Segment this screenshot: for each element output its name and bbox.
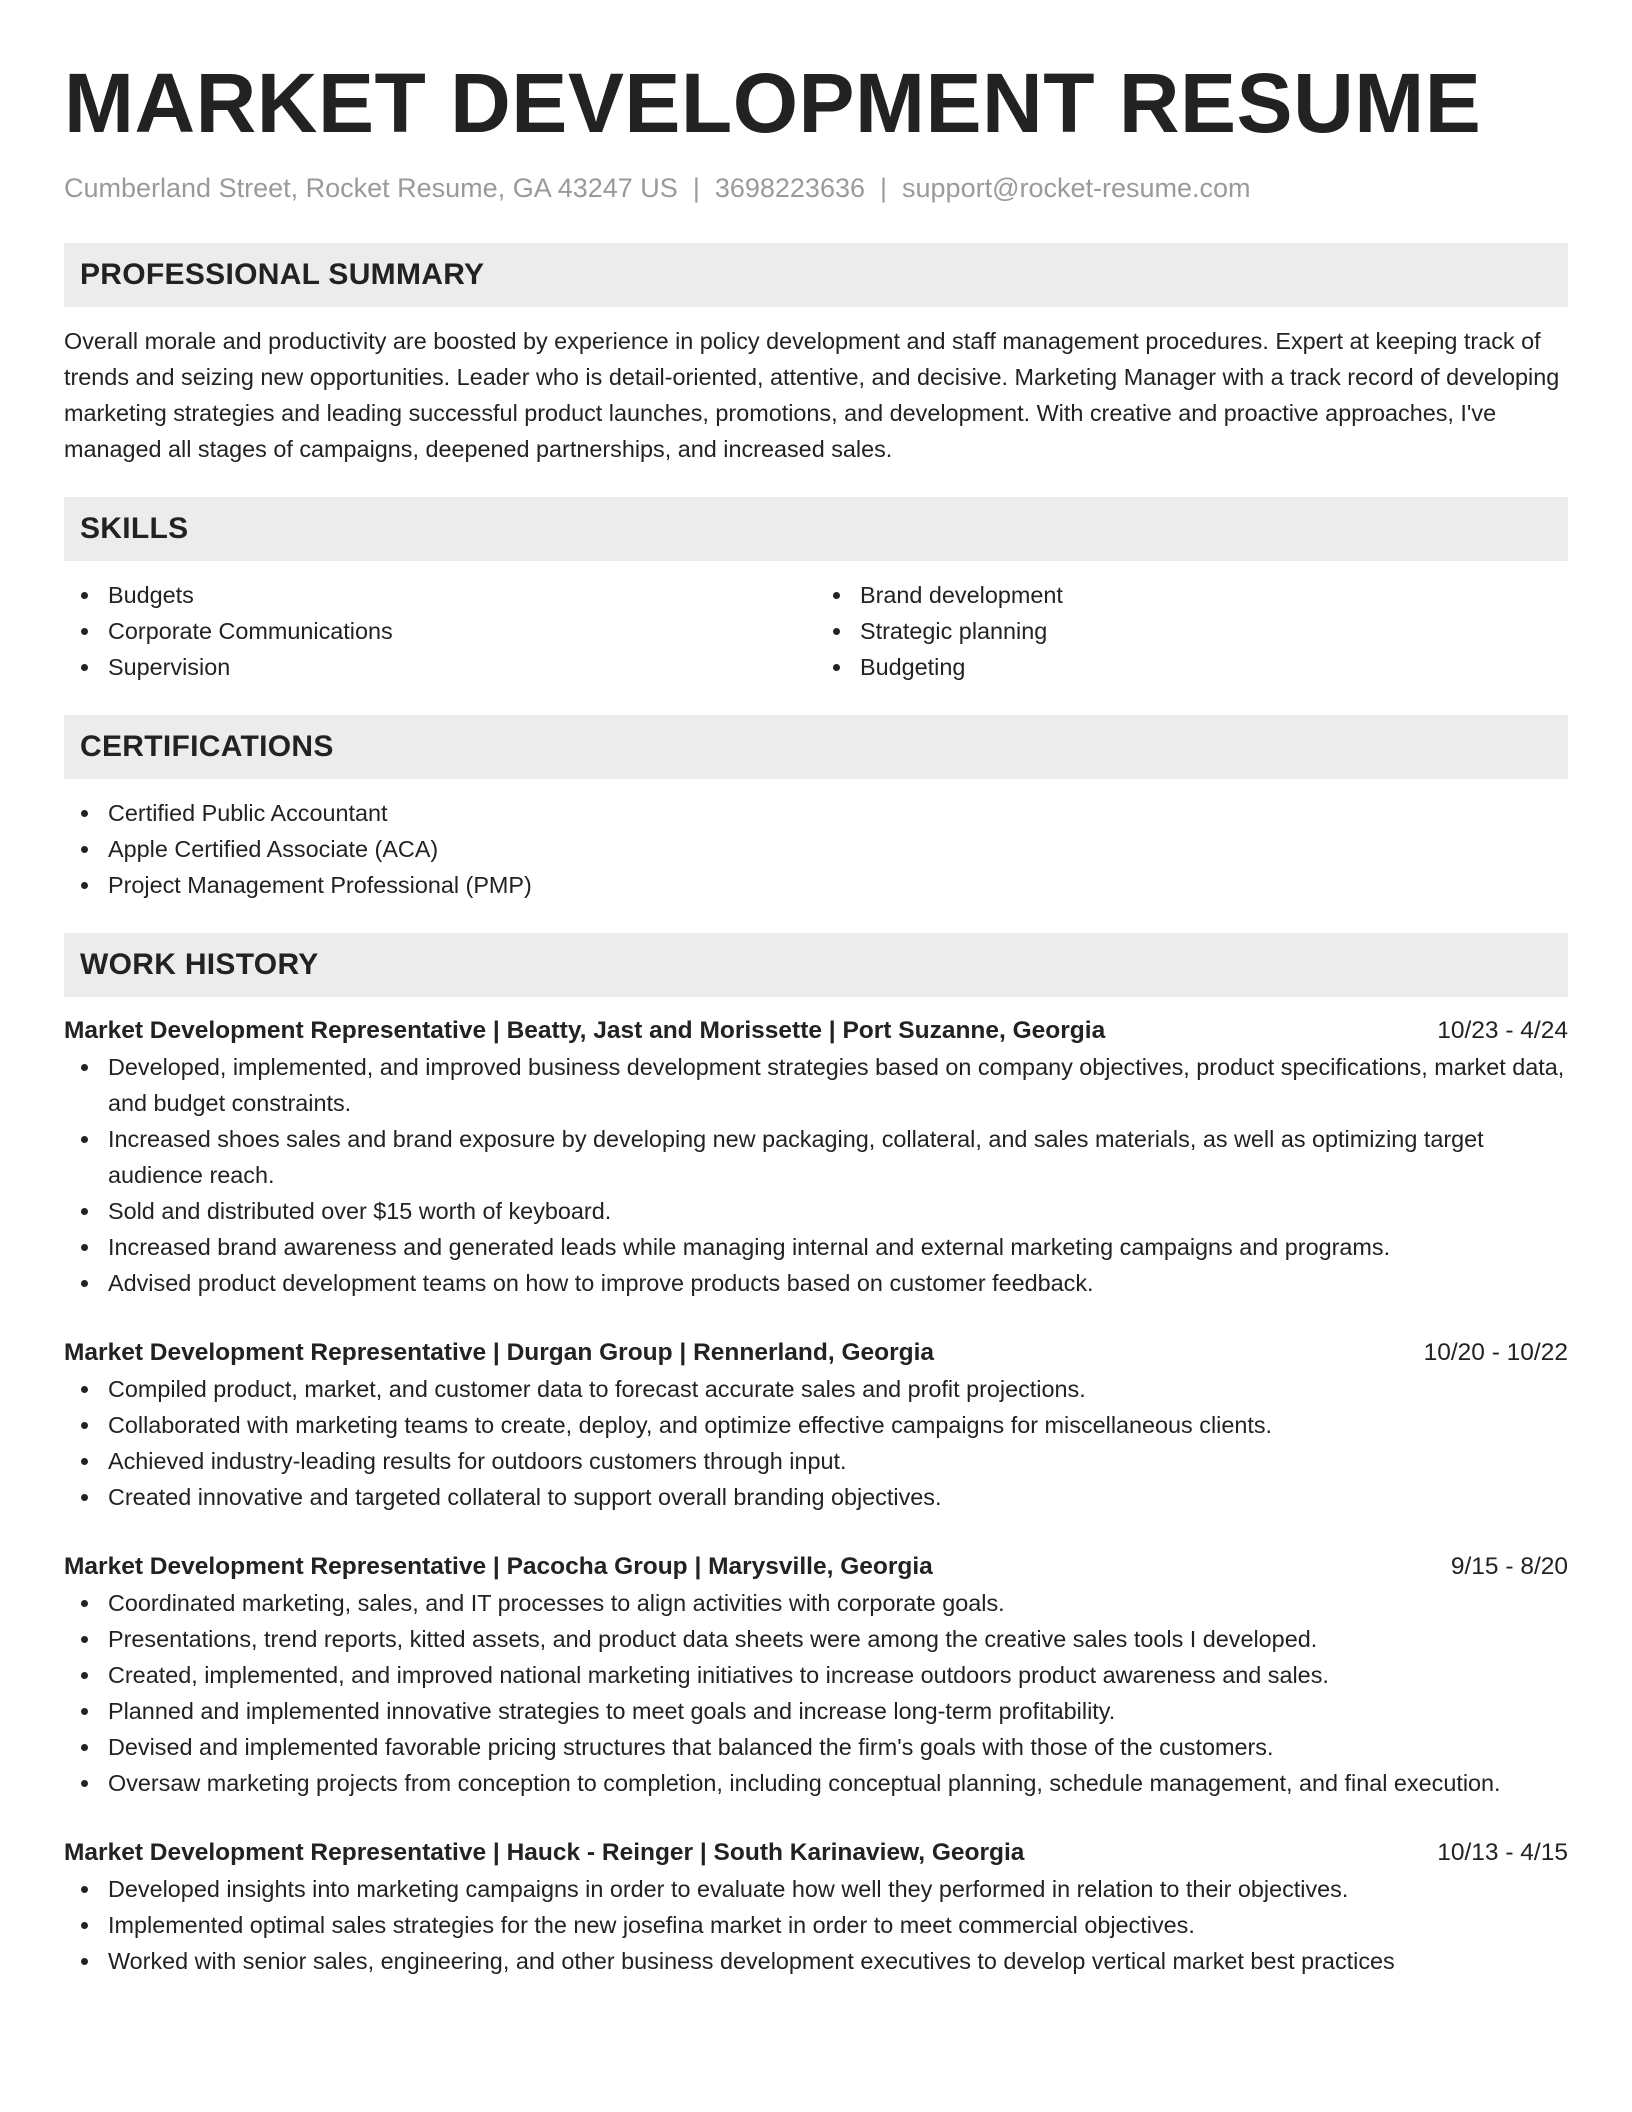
job-dates: 10/13 - 4/15: [1437, 1839, 1568, 1866]
skill-item: Strategic planning: [816, 613, 1568, 649]
certifications-section: [64, 715, 1568, 903]
job-bullet: Devised and implemented favorable pricing structures that balanced the firm's goals with those of the customers.: [64, 1729, 1568, 1765]
skills-column-right: [816, 577, 1568, 685]
job-title: Market Development Representative | Beatty, Jast and Morissette | Port Suzanne, Georgia: [64, 1017, 1106, 1044]
job-title: Market Development Representative | Hauck - Reinger | South Karinaview, Georgia: [64, 1839, 1025, 1866]
job-header: [64, 1335, 1568, 1371]
contact-line: [64, 171, 1568, 205]
job-bullet: Developed insights into marketing campaigns in order to evaluate how well they performed in relation to their objectives.: [64, 1871, 1568, 1907]
contact-address: Cumberland Street, Rocket Resume, GA 43247 US: [64, 173, 678, 203]
summary-text: Overall morale and productivity are boosted by experience in policy development and staff management procedures. Expert at keeping track of trends and seizing new opportunities. Leader who is detail-oriented, attentive, and decisive. Marketing Manager with a track record of developing marketing strategies and leading successful product launches, promotions, and development. With creative and proactive approaches, I've managed all stages of campaigns, deepened partnerships, and increased sales.: [64, 328, 1560, 462]
certifications-heading: CERTIFICATIONS: [64, 715, 1568, 779]
job-entry: [64, 1013, 1568, 1301]
skill-item: Supervision: [64, 649, 816, 685]
skills-list-left: [64, 577, 816, 685]
job-header: [64, 1835, 1568, 1871]
job-header: [64, 1013, 1568, 1049]
certification-item: Certified Public Accountant: [64, 795, 1568, 831]
job-bullet: Planned and implemented innovative strategies to meet goals and increase long-term profitability.: [64, 1693, 1568, 1729]
skills-column-left: [64, 577, 816, 685]
job-entry: [64, 1835, 1568, 1979]
certification-item: Project Management Professional (PMP): [64, 867, 1568, 903]
work-history-section: [64, 933, 1568, 1979]
job-title: Market Development Representative | Durgan Group | Rennerland, Georgia: [64, 1339, 935, 1366]
job-entry: [64, 1549, 1568, 1801]
job-dates: 10/23 - 4/24: [1437, 1017, 1568, 1044]
job-entry: [64, 1335, 1568, 1515]
job-bullet: Implemented optimal sales strategies for the new josefina market in order to meet commercial objectives.: [64, 1907, 1568, 1943]
job-bullet: Oversaw marketing projects from conception to completion, including conceptual planning, schedule management, and final execution.: [64, 1765, 1568, 1801]
certifications-list: [64, 795, 1568, 903]
summary-heading: PROFESSIONAL SUMMARY: [64, 243, 1568, 307]
job-bullet: Coordinated marketing, sales, and IT processes to align activities with corporate goals.: [64, 1585, 1568, 1621]
summary-section: [64, 243, 1568, 467]
job-dates: 10/20 - 10/22: [1423, 1339, 1568, 1366]
job-dates: 9/15 - 8/20: [1450, 1553, 1568, 1580]
job-title: Market Development Representative | Pacocha Group | Marysville, Georgia: [64, 1553, 933, 1580]
skills-heading: SKILLS: [64, 497, 1568, 561]
job-bullets: [64, 1371, 1568, 1515]
job-bullets: [64, 1049, 1568, 1301]
contact-phone: 3698223636: [714, 173, 865, 203]
job-bullet: Created, implemented, and improved national marketing initiatives to increase outdoors product awareness and sales.: [64, 1657, 1568, 1693]
skill-item: Brand development: [816, 577, 1568, 613]
job-bullets: [64, 1585, 1568, 1801]
job-bullet: Sold and distributed over $15 worth of keyboard.: [64, 1193, 1568, 1229]
certification-item: Apple Certified Associate (ACA): [64, 831, 1568, 867]
job-bullet: Developed, implemented, and improved business development strategies based on company objectives, product specifications, market data, and budget constraints.: [64, 1049, 1568, 1121]
skill-item: Budgets: [64, 577, 816, 613]
job-bullet: Worked with senior sales, engineering, and other business development executives to develop vertical market best practices: [64, 1943, 1568, 1979]
job-bullet: Presentations, trend reports, kitted assets, and product data sheets were among the creative sales tools I developed.: [64, 1621, 1568, 1657]
job-bullet: Created innovative and targeted collateral to support overall branding objectives.: [64, 1479, 1568, 1515]
contact-email: support@rocket-resume.com: [902, 173, 1251, 203]
skills-section: [64, 497, 1568, 685]
skills-list-right: [816, 577, 1568, 685]
contact-separator: |: [880, 173, 888, 203]
job-bullet: Increased shoes sales and brand exposure by developing new packaging, collateral, and sales materials, as well as optimizing target audience reach.: [64, 1121, 1568, 1193]
contact-separator: |: [692, 173, 700, 203]
skills-grid: [64, 577, 1568, 685]
skill-item: Budgeting: [816, 649, 1568, 685]
resume-title: MARKET DEVELOPMENT RESUME: [64, 56, 1482, 150]
job-bullet: Advised product development teams on how to improve products based on customer feedback.: [64, 1265, 1568, 1301]
job-bullets: [64, 1871, 1568, 1979]
job-header: [64, 1549, 1568, 1585]
job-bullet: Achieved industry-leading results for outdoors customers through input.: [64, 1443, 1568, 1479]
job-bullet: Increased brand awareness and generated leads while managing internal and external marketing campaigns and programs.: [64, 1229, 1568, 1265]
job-bullet: Compiled product, market, and customer data to forecast accurate sales and profit projections.: [64, 1371, 1568, 1407]
work-history-heading: WORK HISTORY: [64, 933, 1568, 997]
skill-item: Corporate Communications: [64, 613, 816, 649]
job-bullet: Collaborated with marketing teams to create, deploy, and optimize effective campaigns for miscellaneous clients.: [64, 1407, 1568, 1443]
